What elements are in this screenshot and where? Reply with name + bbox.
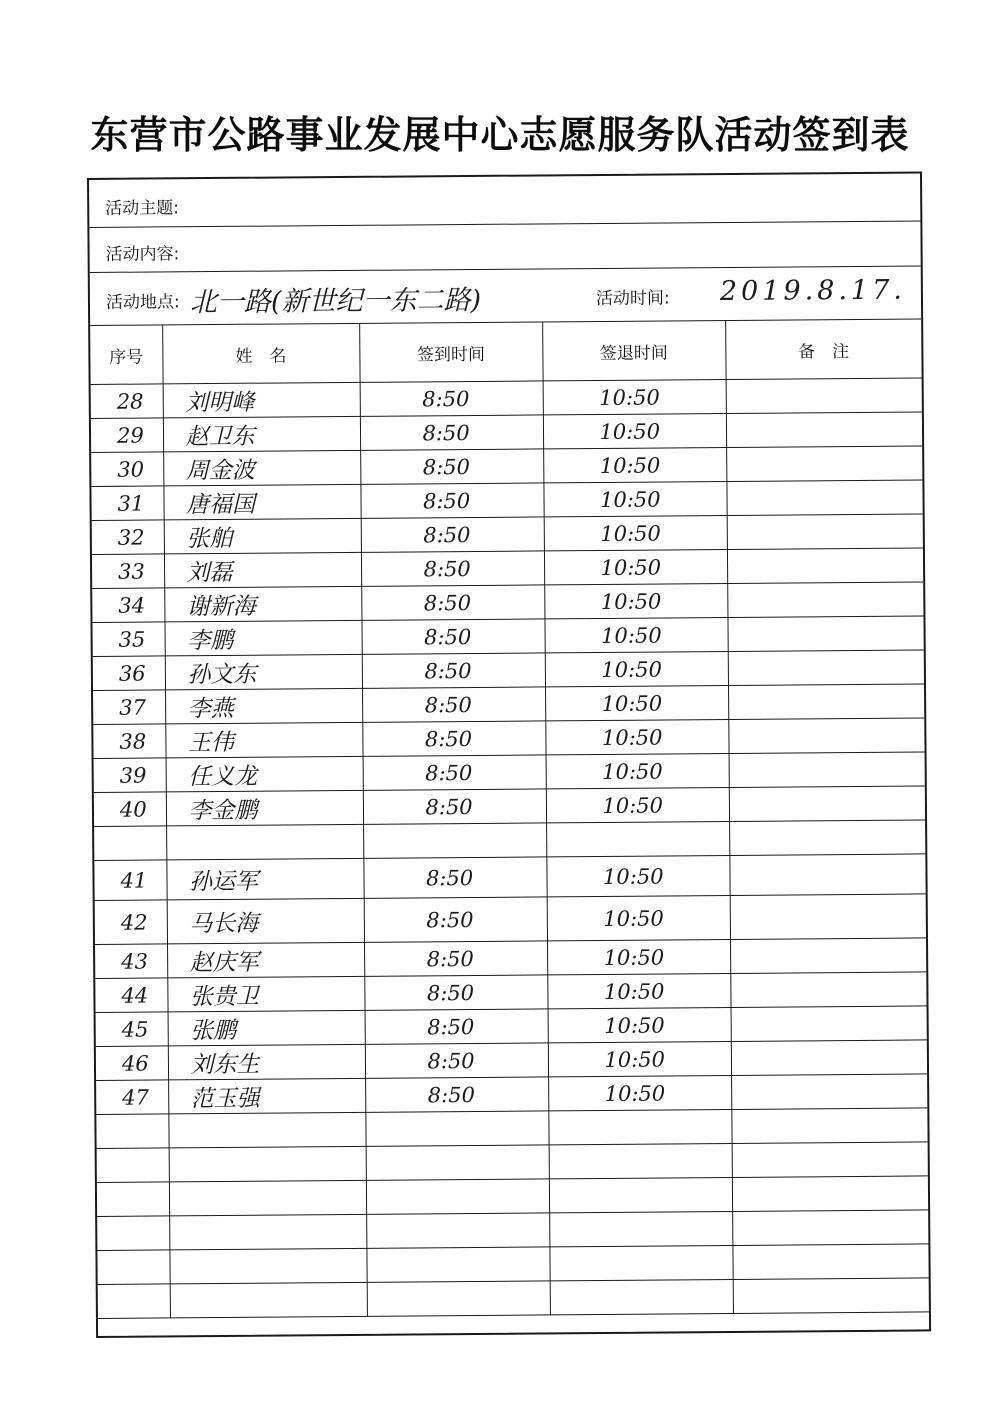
row-seq: 33	[92, 554, 164, 589]
row-seq: 43	[95, 944, 167, 979]
row-signin-time: 8:50	[362, 687, 545, 722]
row-note	[732, 1244, 928, 1280]
row-name: 刘东生	[168, 1044, 365, 1080]
header-note: 备 注	[725, 319, 921, 379]
row-signout-time: 10:50	[547, 973, 730, 1008]
row-signin-time	[365, 1111, 548, 1146]
row-note	[728, 684, 924, 720]
row-signout-time: 10:50	[546, 753, 729, 788]
row-note	[729, 854, 925, 896]
row-seq: 28	[91, 384, 163, 419]
row-note	[731, 1006, 927, 1042]
row-signin-time: 8:50	[360, 381, 543, 416]
row-note	[732, 1176, 928, 1212]
row-signin-time: 8:50	[361, 517, 544, 552]
row-name	[169, 1180, 366, 1216]
row-name: 李燕	[165, 688, 362, 724]
row-seq: 34	[92, 588, 164, 623]
row-signout-time	[549, 1177, 732, 1212]
row-seq: 36	[93, 656, 165, 691]
row-seq: 41	[94, 860, 166, 901]
row-name	[169, 1146, 366, 1182]
row-name	[170, 1282, 367, 1318]
row-seq	[97, 1182, 169, 1217]
row-name: 赵卫东	[163, 416, 360, 452]
row-seq: 31	[91, 486, 163, 521]
row-note	[729, 820, 925, 856]
header-signout-time: 签退时间	[542, 321, 725, 381]
row-signout-time: 10:50	[543, 447, 726, 482]
row-signout-time: 10:50	[546, 855, 729, 896]
row-name: 任义龙	[166, 756, 363, 792]
row-name	[168, 1112, 365, 1148]
row-signin-time: 8:50	[363, 789, 546, 824]
row-seq: 35	[92, 622, 164, 657]
table-row	[98, 1278, 929, 1319]
row-signout-time: 10:50	[548, 1007, 731, 1042]
row-signout-time	[549, 1211, 732, 1246]
row-signout-time: 10:50	[548, 1041, 731, 1076]
row-name: 李金鹏	[166, 790, 363, 826]
row-note	[728, 650, 924, 686]
row-note	[727, 582, 923, 618]
row-signin-time: 8:50	[365, 1077, 548, 1112]
row-note	[731, 1108, 927, 1144]
row-note	[726, 378, 922, 414]
row-signin-time: 8:50	[360, 449, 543, 484]
row-signout-time: 10:50	[544, 515, 727, 550]
row-signout-time: 10:50	[546, 787, 729, 822]
row-signin-time: 8:50	[360, 483, 543, 518]
row-signout-time: 10:50	[543, 413, 726, 448]
row-note	[732, 1210, 928, 1246]
row-signin-time: 8:50	[360, 415, 543, 450]
row-seq: 44	[95, 978, 167, 1013]
row-seq: 39	[94, 758, 166, 793]
table-row	[95, 894, 926, 945]
row-note	[728, 718, 924, 754]
row-name	[169, 1248, 366, 1284]
row-signin-time: 8:50	[364, 975, 547, 1010]
row-signin-time	[366, 1247, 549, 1282]
row-signout-time: 10:50	[543, 379, 726, 414]
row-name: 马长海	[167, 898, 364, 944]
row-note	[730, 894, 926, 940]
table-row	[94, 854, 925, 901]
row-signout-time: 10:50	[544, 617, 727, 652]
table-header	[90, 319, 921, 384]
row-seq: 38	[93, 724, 165, 759]
location-label: 活动地点:	[105, 292, 180, 313]
row-signout-time	[546, 821, 729, 856]
row-signout-time: 10:50	[545, 685, 728, 720]
row-signin-time: 8:50	[361, 585, 544, 620]
row-signout-time	[549, 1143, 732, 1178]
row-seq: 42	[95, 900, 167, 945]
row-note	[730, 972, 926, 1008]
time-label: 活动时间:	[595, 288, 670, 310]
row-note	[733, 1278, 929, 1314]
row-note	[732, 1142, 928, 1178]
row-signout-time: 10:50	[545, 651, 728, 686]
row-note	[731, 1074, 927, 1110]
row-signout-time: 10:50	[547, 939, 730, 974]
content-row	[89, 221, 920, 273]
row-note	[726, 412, 922, 448]
row-signin-time: 8:50	[364, 897, 547, 942]
row-seq: 30	[91, 452, 163, 487]
row-signout-time: 10:50	[547, 895, 730, 940]
row-name	[166, 824, 363, 860]
row-signin-time: 8:50	[362, 653, 545, 688]
row-note	[729, 786, 925, 822]
row-seq: 45	[96, 1012, 168, 1047]
row-seq	[97, 1148, 169, 1183]
row-note	[729, 752, 925, 788]
page-title: 东营市公路事业发展中心志愿服务队活动签到表	[90, 112, 910, 157]
row-signin-time: 8:50	[364, 941, 547, 976]
row-signin-time	[367, 1281, 550, 1316]
header-signin-time: 签到时间	[359, 322, 542, 382]
row-name: 张鹏	[168, 1010, 365, 1046]
row-note	[726, 446, 922, 482]
row-name: 张贵卫	[167, 976, 364, 1012]
row-note	[727, 616, 923, 652]
row-signin-time: 8:50	[365, 1043, 548, 1078]
row-seq: 37	[93, 690, 165, 725]
signin-table	[90, 319, 929, 1318]
row-signout-time	[550, 1279, 733, 1314]
location-value: 北一路(新世纪一东二路)	[189, 284, 482, 319]
row-name: 范玉强	[168, 1078, 365, 1114]
row-signout-time: 10:50	[543, 481, 726, 516]
row-signin-time: 8:50	[363, 857, 546, 898]
row-signout-time: 10:50	[548, 1075, 731, 1110]
row-name: 赵庆军	[167, 942, 364, 978]
row-signin-time	[363, 823, 546, 858]
row-note	[726, 480, 922, 516]
row-signout-time	[548, 1109, 731, 1144]
row-seq: 32	[92, 520, 164, 555]
row-name: 唐福国	[163, 484, 360, 520]
header-name: 姓 名	[162, 324, 359, 384]
row-signin-time: 8:50	[363, 755, 546, 790]
row-signout-time: 10:50	[544, 549, 727, 584]
row-note	[727, 548, 923, 584]
row-seq	[98, 1284, 170, 1319]
row-signin-time: 8:50	[362, 721, 545, 756]
row-signin-time: 8:50	[361, 619, 544, 654]
theme-row	[89, 173, 920, 228]
location-row	[90, 266, 921, 326]
row-seq	[97, 1250, 169, 1285]
row-name	[169, 1214, 366, 1250]
theme-label: 活动主题:	[105, 198, 180, 219]
row-seq: 47	[96, 1080, 168, 1115]
row-signin-time: 8:50	[365, 1009, 548, 1044]
row-signin-time: 8:50	[361, 551, 544, 586]
row-signout-time	[549, 1245, 732, 1280]
row-name: 谢新海	[164, 586, 361, 622]
row-name: 刘磊	[164, 552, 361, 588]
row-signin-time	[366, 1179, 549, 1214]
row-signin-time	[366, 1213, 549, 1248]
row-name: 孙运军	[166, 858, 363, 900]
row-name: 周金波	[163, 450, 360, 486]
row-signout-time: 10:50	[545, 719, 728, 754]
row-seq: 29	[91, 418, 163, 453]
row-seq	[96, 1114, 168, 1149]
row-note	[727, 514, 923, 550]
row-name: 孙文东	[165, 654, 362, 690]
row-signin-time	[366, 1145, 549, 1180]
row-seq: 40	[94, 792, 166, 827]
row-name: 刘明峰	[163, 382, 360, 418]
row-note	[730, 938, 926, 974]
content-label: 活动内容:	[105, 244, 180, 265]
row-seq	[97, 1216, 169, 1251]
row-name: 王伟	[165, 722, 362, 758]
row-seq: 46	[96, 1046, 168, 1081]
row-name: 张舶	[164, 518, 361, 554]
row-signout-time: 10:50	[544, 583, 727, 618]
header-seq: 序号	[90, 325, 162, 384]
signin-form	[87, 171, 931, 1338]
row-note	[731, 1040, 927, 1076]
row-seq	[94, 826, 166, 861]
time-value: 2019.8.17.	[719, 274, 907, 308]
row-name: 李鹏	[164, 620, 361, 656]
